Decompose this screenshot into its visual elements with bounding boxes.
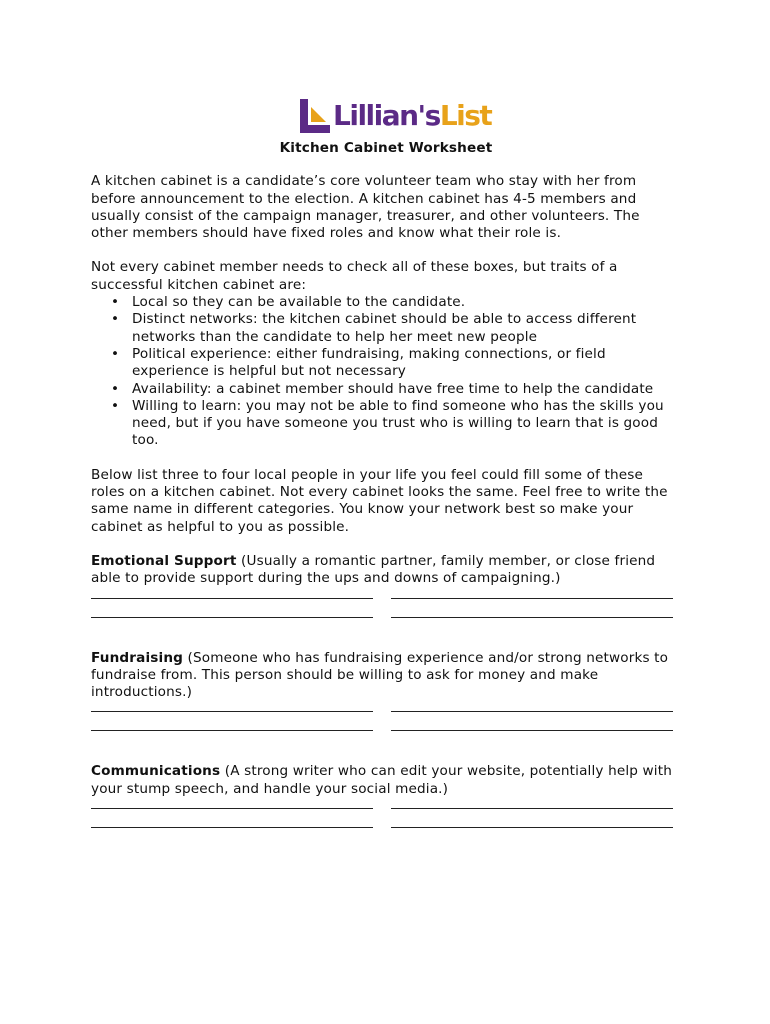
page-title: Kitchen Cabinet Worksheet [279,140,493,156]
list-item: • Willing to learn: you may not be able to find someone who has the skills you need, but if you have someone you trust who is willing to learn that is good too. [132,398,681,450]
list-item: • Political experience: either fundraising, making connections, or field experience is helpful but not necessary [132,346,681,381]
logo-mark-icon [300,99,330,133]
answer-lines [91,702,681,739]
list-item: • Availability: a cabinet member should have free time to help the candidate [132,381,681,398]
lillians-list-logo [300,99,491,133]
section-emotional-support [91,553,681,626]
section-desc: (Someone who has fundraising experience and/or strong networks to fundraise from. This person should be willing to ask for money and make introductions.) [91,649,669,701]
answer-blank[interactable] [91,694,373,712]
answer-blank[interactable] [91,791,373,809]
answer-lines [91,799,681,836]
answer-blank[interactable] [391,581,673,599]
instructions-paragraph: Below list three to four local people in your life you feel could fill some of these roles on a kitchen cabinet. Not every cabinet looks the same. Feel free to write the same name in different categories. You know your network best so make your cabinet as helpful to you as possible. [91,466,668,535]
logo-text-part2: List [439,99,492,132]
section-title: Communications [91,763,221,780]
answer-blank[interactable] [391,600,673,618]
answer-blank[interactable] [391,694,673,712]
intro-paragraph: A kitchen cabinet is a candidate’s core volunteer team who stay with her from before announcement to the election. A kitchen cabinet has 4-5 members and usually consist of the campaign manager, treasurer, and other volunteers. The other members should have fixed roles and know what their role is. [91,173,640,242]
logo-text-part1: Lillian's [333,99,440,132]
answer-blank[interactable] [91,581,373,599]
answer-blank[interactable] [91,600,373,618]
section-title: Fundraising [91,649,184,666]
document-body [91,140,681,860]
list-item: • Distinct networks: the kitchen cabinet should be able to access different networks than the candidate to help her meet new people [132,311,681,346]
answer-blank[interactable] [91,713,373,731]
section-fundraising [91,650,681,740]
answer-blank[interactable] [91,810,373,828]
logo-wordmark [333,99,491,133]
section-title: Emotional Support [91,552,237,569]
traits-list [91,294,681,450]
traits-intro: Not every cabinet member needs to check all of these boxes, but traits of a successful kitchen cabinet are: [91,259,618,293]
list-item: • Local so they can be available to the candidate. [132,294,681,311]
answer-lines [91,589,681,626]
section-desc: (A strong writer who can edit your website, potentially help with your stump speech, and handle your social media.) [91,763,672,797]
answer-blank[interactable] [391,810,673,828]
section-communications [91,763,681,836]
section-desc: (Usually a romantic partner, family member, or close friend able to provide support during the ups and downs of campaigning.) [91,552,656,587]
answer-blank[interactable] [391,713,673,731]
answer-blank[interactable] [391,791,673,809]
